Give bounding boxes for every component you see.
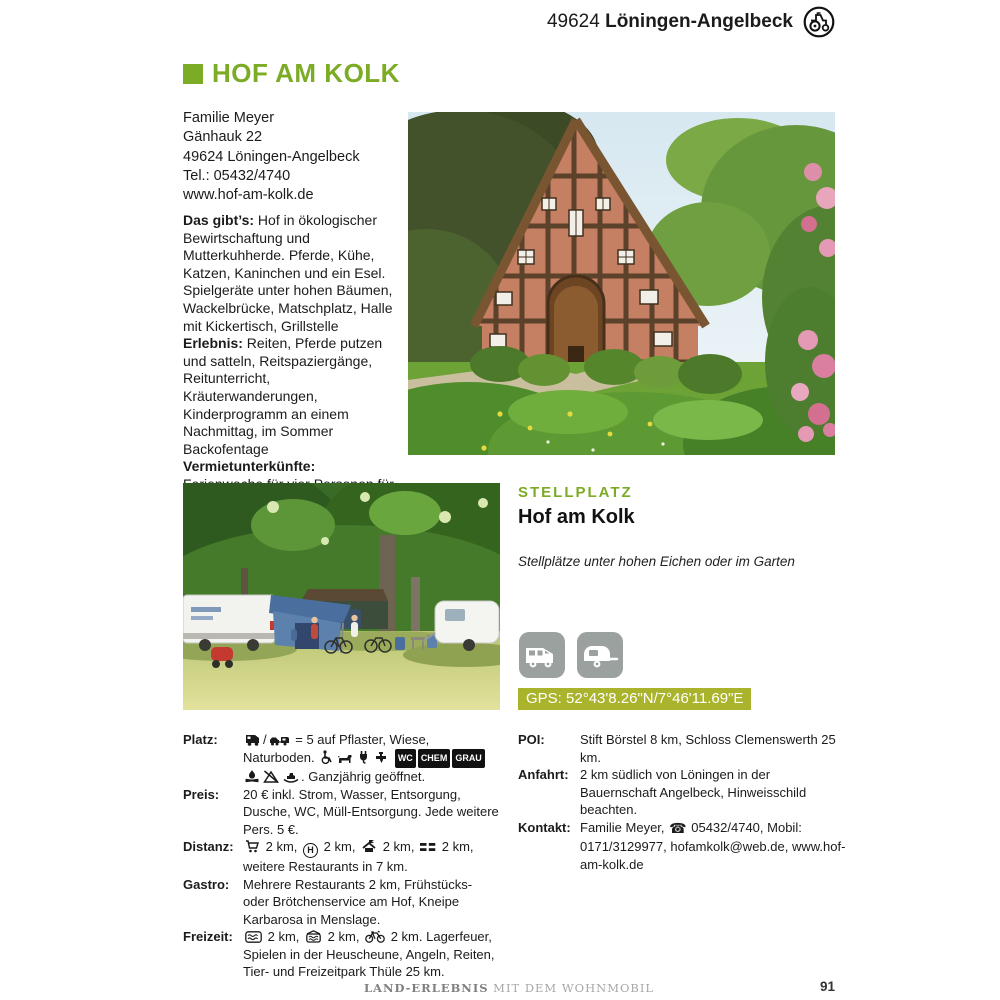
address-line: Familie Meyer xyxy=(183,110,275,126)
distance-text: 2 km, xyxy=(267,929,300,944)
stellplatz-name: Hof am Kolk xyxy=(518,506,635,528)
farmhouse-photo xyxy=(408,112,835,455)
platz-dot: . xyxy=(301,769,305,784)
spec-value: 20 € inkl. Strom, Wasser, Entsorgung, Dusche, WC, Müll-Entsorgung. Jede weitere Pers. 5 €. xyxy=(243,786,499,837)
water-tap-icon xyxy=(374,749,388,767)
kontakt-name: Familie Meyer, xyxy=(580,819,665,835)
entry-title-row xyxy=(183,58,400,89)
spec-label: Anfahrt: xyxy=(518,767,569,782)
stellplatz-kicker: STELLPLATZ xyxy=(518,484,633,501)
website-line: www.hof-am-kolk.de xyxy=(183,187,314,204)
allowed-vehicle-icons xyxy=(518,631,624,679)
campsite-photo xyxy=(183,483,500,710)
distance-text: 2 km, xyxy=(327,929,360,944)
location-heading xyxy=(547,11,793,33)
spec-label: Gastro: xyxy=(183,876,230,892)
paragraph-offer xyxy=(183,212,395,335)
spec-label: Preis: xyxy=(183,786,220,802)
autobahn-icon xyxy=(420,838,436,856)
outdoor-pool-icon xyxy=(245,928,262,946)
series-title: LAND-ERLEBNIS xyxy=(363,981,489,995)
spec-label: Platz: xyxy=(183,732,218,747)
page-number: 91 xyxy=(819,979,835,994)
address-line: Gänhauk 22 xyxy=(183,129,263,146)
rental-label: Vermietunterkünfte: xyxy=(183,458,316,475)
spec-value xyxy=(243,928,499,981)
spec-value xyxy=(580,819,850,874)
spec-list-right xyxy=(518,731,850,873)
spec-label: Freizeit: xyxy=(183,929,233,944)
power-plug-icon xyxy=(357,749,370,767)
campfire-icon xyxy=(245,768,259,786)
paragraph-experience xyxy=(183,335,395,458)
series-subtitle: MIT DEM WOHNMOBIL xyxy=(488,981,655,995)
spec-label: Kontakt: xyxy=(518,819,571,835)
dog-icon xyxy=(337,749,353,767)
postcode: 49624 xyxy=(546,11,600,32)
spec-value: Stift Börstel 8 km, Schloss Clemenswerth 25 km. xyxy=(580,732,836,765)
tractor-icon xyxy=(803,6,835,38)
rocking-horse-icon xyxy=(283,768,299,786)
page-header xyxy=(547,6,835,38)
spec-label: POI: xyxy=(518,732,545,747)
title-bullet-square xyxy=(183,64,203,84)
stellplatz-subtitle: Stellplätze unter hohen Eichen oder im Garten xyxy=(518,554,795,569)
description-block xyxy=(183,212,395,529)
experience-text: Reiten, Pferde putzen und satteln, Reitspaziergänge, Reitunterricht, Kräuterwanderungen, Kinderprogramm an einem Nachmittag, im Sommer Backofentage xyxy=(183,335,383,457)
separator: / xyxy=(263,732,267,747)
spec-row-freizeit xyxy=(183,928,499,981)
offer-label: Das gibt’s: xyxy=(183,212,255,228)
distance-text: 2 km, weitere Restaurants in 7 km. xyxy=(243,839,474,874)
phone-icon: ☎ xyxy=(669,820,687,837)
platz-text: = 5 auf Pflaster, Wiese, Naturboden. xyxy=(243,732,430,765)
spec-row-anfahrt xyxy=(518,766,850,819)
distance-text: 2 km, xyxy=(265,839,298,854)
spec-row-poi xyxy=(518,731,850,766)
spec-value: 2 km südlich von Löningen in der Bauernschaft Angelbeck, Hinweisschild beachten. xyxy=(580,767,807,817)
spec-value: Mehrere Restaurants 2 km, Frühstücks- oder Brötchenservice am Hof, Kneipe Karbarosa in Menslage. xyxy=(243,876,473,927)
entry-title: HOF AM KOLK xyxy=(212,58,400,88)
gps-coordinates: GPS: 52°43'8.26"N/7°46'11.69"E xyxy=(518,688,751,710)
spec-row-preis xyxy=(183,786,499,839)
kontakt-details: 05432/4740, Mobil: 0171/3129977, hofamkolk@web.de, www.hof-am-kolk.de xyxy=(580,819,846,872)
town-name: Löningen-Angelbeck xyxy=(605,11,793,32)
spec-label: Distanz: xyxy=(183,839,234,854)
spec-row-distanz xyxy=(183,838,499,876)
offer-text: Hof in ökologischer Bewirtschaftung und Mutterkuhherde. Pferde, Kühe, Katzen, Kaninchen und ein Esel. Spielgeräte unter hohen Bäumen, Wackelbrücke, Matschplatz, Halle mit Kickertisch, Grillstelle xyxy=(183,212,393,334)
stellplatz-section xyxy=(518,484,848,569)
wc-badge: WC xyxy=(395,749,416,769)
distance-text: 2 km, xyxy=(323,839,356,854)
address-line: Tel.: 05432/4740 xyxy=(183,167,291,184)
address-block xyxy=(183,109,398,205)
spec-value xyxy=(243,731,499,786)
spec-value xyxy=(243,838,499,876)
bus-stop-icon: H xyxy=(303,843,318,858)
spec-row-kontakt xyxy=(518,819,850,874)
wheelchair-icon xyxy=(320,749,333,767)
shopping-cart-icon xyxy=(245,838,260,856)
spec-list-left xyxy=(183,731,499,981)
distance-text: 2 km, xyxy=(382,839,415,854)
inn-icon xyxy=(361,838,377,856)
car-with-caravan-icon xyxy=(269,731,290,749)
motorhome-tile-icon xyxy=(518,631,566,679)
platz-open-text: Ganzjährig geöffnet. xyxy=(308,769,426,784)
spec-row-gastro xyxy=(183,876,499,929)
spec-row-platz xyxy=(183,731,499,786)
indoor-pool-icon xyxy=(305,928,322,946)
distance-text: 2 km. Lagerfeuer, Spielen in der Heuscheune, Angeln, Reiten, Tier- und Freizeitpark Thüle 25 km. xyxy=(243,929,495,979)
address-line: 49624 Löningen-Angelbeck xyxy=(183,148,360,165)
series-footer xyxy=(183,981,835,995)
no-tent-icon xyxy=(263,768,279,786)
experience-label: Erlebnis: xyxy=(183,335,243,352)
bicycle-icon xyxy=(365,928,385,946)
grau-badge: GRAU xyxy=(452,749,485,769)
motorhome-icon xyxy=(245,731,261,749)
caravan-tile-icon xyxy=(576,631,624,679)
chem-badge: CHEM xyxy=(418,749,451,769)
